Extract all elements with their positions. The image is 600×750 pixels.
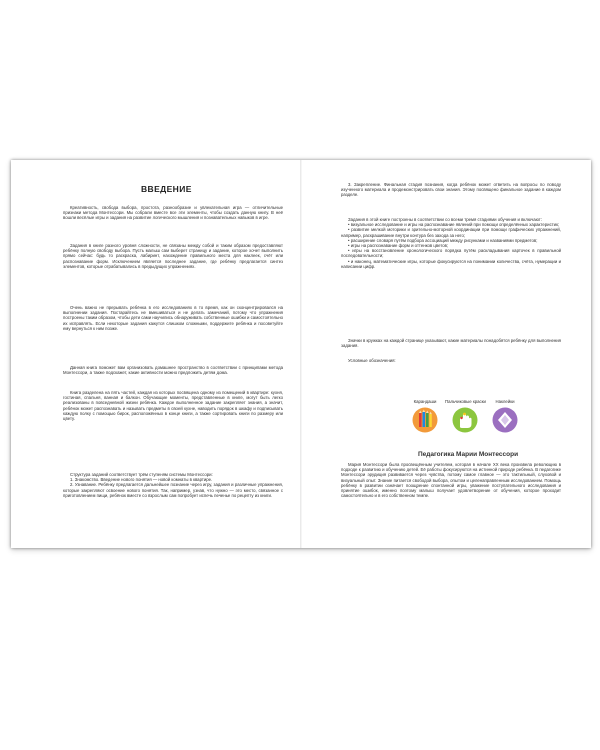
tasks-list: Задания в этой книге построены в соответствии со всеми тремя стадиями обучения и включают: • визуальное исследование и игры на распознавание явлений при помощи определённых характеристик; • развитие мелкой моторики и зрительно-моторной координации при помощи графических упражнений, например, раскрашивание внутри контура без захода за него; • расширение словаря путём подбора ассоциаций между рисунками и названиями предметов; • игры на распознавание форм и оттенков цветов; • игры на восстановление хронологического порядка путём раскладывания карточек в правильной последовательности; • и наконец, математические игры, которые фокусируются на понимании количества, счёта, нумерации и написании цифр. (341, 217, 561, 269)
list-item: • визуальное исследование и игры на распознавание явлений при помощи определённых характеристик; (348, 222, 560, 228)
left-page (11, 160, 301, 548)
right-page (301, 160, 591, 548)
concentration-paragraph: Очень важно не прерывать ребёнка в его исследованиях в то время, как он сконцентрировался на выполнении задания. Постарайтесь не вмешиваться и не делать замечаний, потому что упражнения построены таким образом, чтобы дети сами научились обнаруживать собственные ошибки и самостоятельно их исправлять. Если некоторые задания кажутся слишком сложными, поддержите ребёнка и посоветуйте ему вернуться к ним позже. (63, 305, 283, 331)
list-item: • игры на восстановление хронологического порядка путём раскладывания карточек в правильной последовательности; (341, 248, 561, 259)
list-item: • расширение словаря путём подбора ассоциаций между рисунками и названиями предметов; (348, 237, 538, 243)
book-structure-paragraph: Книга разделена на пять частей, каждая из которых посвящена одному из помещений в квартире: кухня, гостиная, спальня, ванная и балкон. Обучающие моменты, представленные в книге, могут быть легко реализованы в повседневной жизни ребёнка. Каждое выполненное задание закрепляет знания, а значит, ребёнок может распознавать и называть предметы в своей кухне, наводить порядок в шкафу и подписывать каждую полку с помощью бирок, расположённых в конце книги, а также сортировать книги по размеру или цвету. (63, 390, 283, 422)
home-space-paragraph: Данная книга поможет вам организовать домашнее пространство в соответствии с принципами метода Монтессори, а также подскажет, какие активности можно предложить детям дома. (63, 365, 283, 376)
intro-paragraph: Креативность, свобода выбора, простота, разнообразие и увлекательная игра — отличительные признаки метода Монтессори. Мы собрали вместе все эти элементы, чтобы создать данную книгу. В неё вошли весёлые игры и задания на развитие логического мышления и познавательных навыков в игре. (63, 205, 283, 221)
legend-item-stickers: Наклейки (485, 399, 525, 433)
finger-paint-icon (452, 407, 478, 433)
legend-item-pencils: Карандаши (405, 399, 445, 433)
stickers-icon (492, 407, 518, 433)
consolidation-paragraph: 3. Закрепление. Финальная стадия познания, когда ребёнок может ответить на вопросы по поводу изученного материала и продемонстрировать свои знания. Этому посвящено финальное задание в каждом разделе. (341, 182, 561, 198)
legend-item-finger-paints: Пальчиковые краски (445, 399, 485, 433)
book-spread (11, 160, 591, 548)
montessori-subheading: Педагогика Марии Монтессори (418, 451, 519, 458)
list-item: • игры на распознавание форм и оттенков цветов; (348, 243, 449, 249)
pencils-icon (412, 407, 438, 433)
difficulty-paragraph: Задания в книге разного уровня сложности, не связаны между собой и таким образом предоставляют ребёнку полную свободу выбора. Пусть малыш сам выберет страницу и задание, которое хочет выполнить прямо сейчас: будь то раскраска, лабиринт, нахождение правильного места для наклеек, счёт или распознавание форм. Исключением является последнее задание, где ребёнку предлагается синтез элементов, которые отрабатывались в предыдущих упражнениях. (63, 243, 283, 269)
stages-paragraph: Структура заданий соответствует трём ступеням системы Монтессори: 1. Знакомство. Введение нового понятия — новой комнаты в квартире. 2. Узнавание. Ребёнку предлагается дальнейшее познание через игру, задания и различные упражнения, которые закрепляют освоение нового понятия. Так, например, узнав, что нужно — это место, связанное с приготовлением пищи, ребёнок вместе со взрослым сам попробует испечь печенье по рецепту из книги. (63, 472, 283, 498)
page-title: ВВЕДЕНИЕ (141, 184, 192, 194)
list-item: • и наконец, математические игры, которые фокусируются на понимании количества, счёта, нумерации и написании цифр. (341, 258, 561, 269)
list-item: • развитие мелкой моторики и зрительно-моторной координации при помощи графических упражнений, например, раскрашивание внутри контура без захода за него; (341, 227, 561, 238)
legend-label: Условные обозначения: (348, 358, 396, 363)
icons-note-paragraph: Значки в кружках на каждой странице указывают, какие материалы понадобятся ребёнку для выполнения задания. (341, 338, 561, 349)
legend-icons (405, 399, 525, 439)
montessori-paragraph: Мария Монтессори была просвещённым учителем, которая в начале XX века произвела революцию в подходе к развитию и обучению детей. Её работы фокусируются на истинной природе ребёнка. В педагогике Монтессори эрудиция развивается через чувства, потому самое главное — это тактильный, слуховой и визуальный опыт. Знание питается свободой выбора, опытом и целенаправленным исследованием. Помощь ребёнку в развитии означает поощрение спонтанной игры, уважение поступательного исследования и принятие ошибок, именно поэтому малыш получает удовлетворение от обучения, которое проходит самостоятельно и в его собственном темпе. (341, 462, 561, 499)
